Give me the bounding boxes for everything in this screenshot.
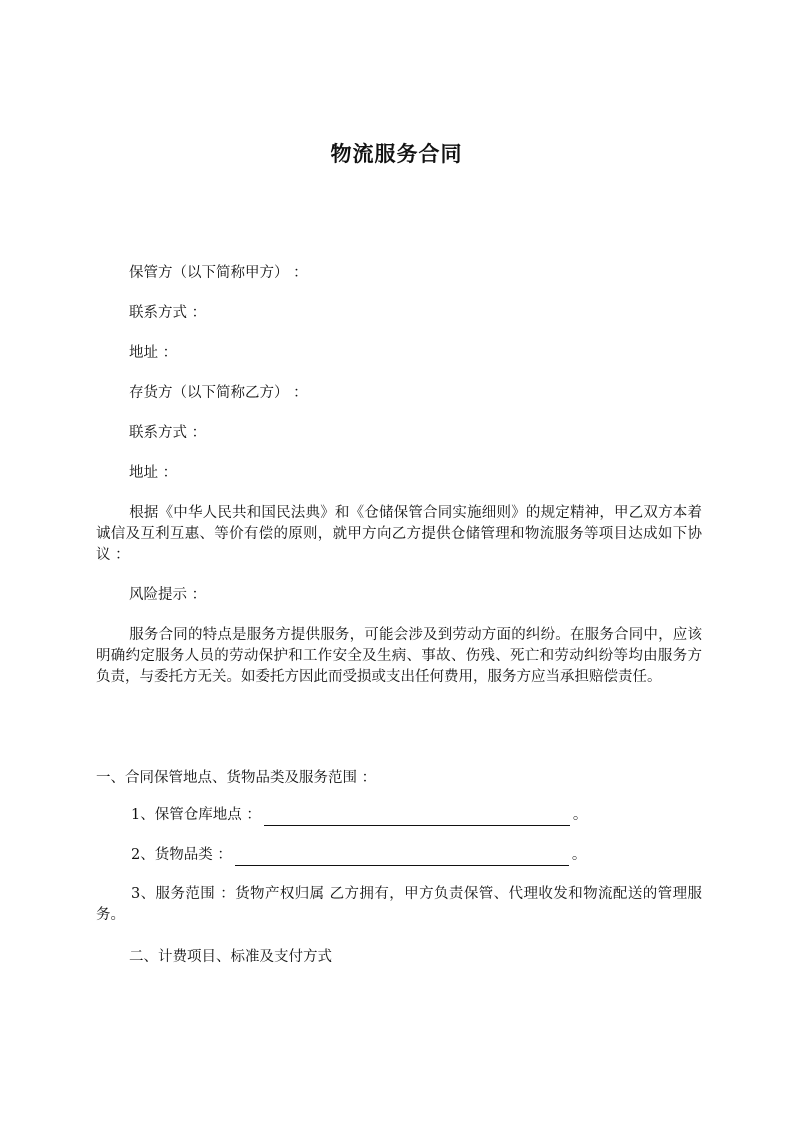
depositor-contact-line: 联系方式 ： (129, 425, 207, 441)
warehouse-location-line (131, 805, 587, 826)
preamble-text: 根据《中华人民共和国民法典》和《仓储保管合同实施细则》的规定精神，甲乙双方本着诚信及互利互惠、等价有偿的原则，就甲方向乙方提供仓储管理和物流服务等项目达成如下协议 ： (96, 505, 702, 563)
risk-title: 风险提示 ： (129, 587, 207, 603)
depositor-line: 存货方（以下简称乙方） ： (129, 385, 308, 401)
goods-category-line (131, 845, 586, 866)
warehouse-location-end: 。 (572, 807, 588, 823)
depositor-address-line: 地址 ： (129, 465, 178, 481)
section1-heading: 一、合同保管地点、货物品类及服务范围 ： (96, 770, 377, 786)
risk-text: 服务合同的特点是服务方提供服务，可能会涉及到劳动方面的纠纷。在服务合同中，应该明确约定服务人员的劳动保护和工作安全及生病、事故、伤残、死亡和劳动纠纷等均由服务方负责，与委托方无关。如委托方因此而受损或支出任何费用，服务方应当承担赔偿责任。 (96, 627, 702, 685)
goods-category-blank (235, 850, 569, 866)
custodian-address-line: 地址 ： (129, 345, 178, 361)
goods-category-label: 2、货物品类 ： (131, 847, 232, 863)
warehouse-location-label: 1、保管仓库地点 ： (131, 807, 261, 823)
service-scope-paragraph (96, 884, 702, 926)
risk-paragraph (96, 625, 702, 688)
service-scope-text: 3、服务范围 ：货物产权归属 乙方拥有，甲方负责保管、代理收发和物流配送的管理服务。 (96, 886, 702, 923)
preamble-paragraph (96, 503, 702, 566)
page-title: 物流服务合同 (330, 142, 463, 166)
goods-category-end: 。 (571, 847, 587, 863)
warehouse-location-blank (264, 810, 570, 826)
section2-heading: 二、计费项目、标准及支付方式 (129, 949, 332, 965)
custodian-contact-line: 联系方式 ： (129, 305, 207, 321)
custodian-line: 保管方（以下简称甲方） ： (129, 265, 308, 281)
